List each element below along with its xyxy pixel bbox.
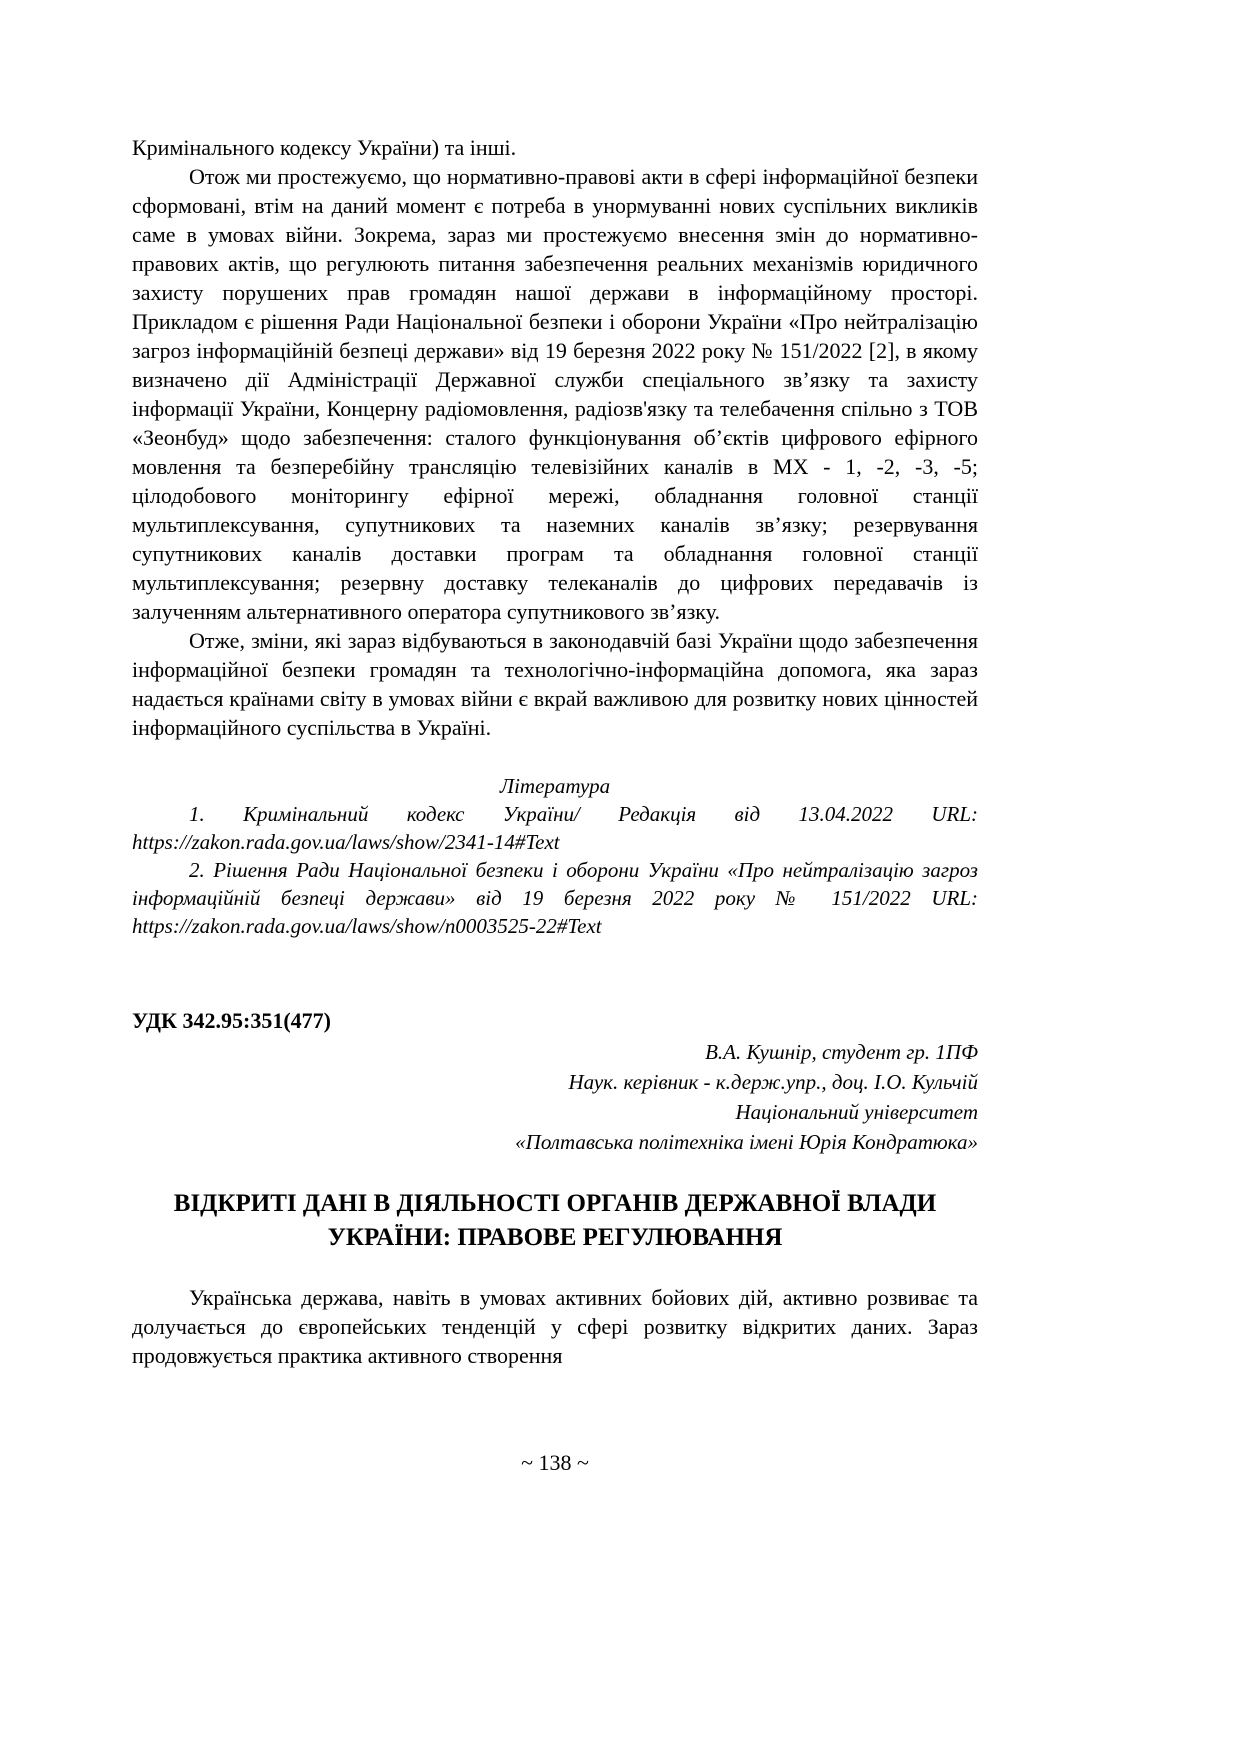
paragraph-continuation: Кримінального кодексу України) та інші. <box>132 135 517 160</box>
next-article <box>132 1006 978 1370</box>
paragraph-opening: Українська держава, навіть в умовах активних бойових дій, активно розвиває та долучається до європейських тенденцій у сфері розвитку відкритих даних. Зараз продовжується практика активного створення <box>132 1285 978 1368</box>
literature-item: 1. Кримінальний кодекс України/ Редакція від 13.04.2022 URL: https://zakon.rada.gov.ua/laws/show/2341-14#Text <box>132 802 978 854</box>
article-title: ВІДКРИТІ ДАНІ В ДІЯЛЬНОСТІ ОРГАНІВ ДЕРЖАВНОЇ ВЛАДИ УКРАЇНИ: ПРАВОВЕ РЕГУЛЮВАННЯ <box>173 1190 937 1251</box>
text-block <box>132 133 978 1370</box>
paragraph-norms: Отож ми простежуємо, що нормативно-правові акти в сфері інформаційної безпеки сформовані, втім на даний момент є потреба в унормуванні нових суспільних викликів саме в умовах війни. Зокрема, зараз ми простежуємо внесення змін до нормативно-правових актів, що регулюють питання забезпечення реальних механізмів юридичного захисту порушених прав громадян нашої держави в інформаційному просторі. Прикладом є рішення Ради Національної безпеки і оборони України «Про нейтралізацію загроз інформаційній безпеці держави» від 19 березня 2022 року № 151/2022 [2], в якому визначено дії Адміністрації Державної служби спеціального зв’язку та захисту інформації України, Концерну радіомовлення, радіозв'язку та телебачення спільно з ТОВ «Зеонбуд» щодо забезпечення: сталого функціонування об’єктів цифрового ефірного мовлення та безперебійну трансляцію телевізійних каналів в МХ - 1, -2, -3, -5; цілодобового моніторингу ефірної мережі, обладнання головної станції мультиплексування, супутникових та наземних каналів зв’язку; резервування супутникових каналів доставки програм та обладнання головної станції мультиплексування; резервну доставку телеканалів до цифрових передавачів із залученням альтернативного оператора супутникового зв’язку. <box>132 164 978 624</box>
author-line: Наук. керівник - к.держ.упр., доц. І.О. Кульчій <box>568 1070 978 1094</box>
author-line: В.А. Кушнір, студент гр. 1ПФ <box>705 1040 978 1064</box>
authors-block <box>132 1037 978 1157</box>
literature-item: 2. Рішення Ради Національної безпеки і оборони України «Про нейтралізацію загроз інформаційній безпеці держави» від 19 березня 2022 року № 151/2022 URL: https://zakon.rada.gov.ua/laws/show/n0003525-22#Text <box>132 858 978 938</box>
author-line: Національний університет <box>735 1100 978 1124</box>
literature-heading: Література <box>499 774 611 798</box>
page-number: ~ 138 ~ <box>521 1450 589 1475</box>
author-line: «Полтавська політехніка імені Юрія Кондратюка» <box>515 1130 978 1154</box>
paragraph-conclusion: Отже, зміни, які зараз відбуваються в законодавчій базі України щодо забезпечення інформаційної безпеки громадян та технологічно-інформаційна допомога, яка зараз надається країнами світу в умовах війни є вкрай важливою для розвитку нових цінностей інформаційного суспільства в Україні. <box>132 628 978 740</box>
literature-section <box>132 772 978 940</box>
udc-code: УДК 342.95:351(477) <box>132 1008 331 1033</box>
